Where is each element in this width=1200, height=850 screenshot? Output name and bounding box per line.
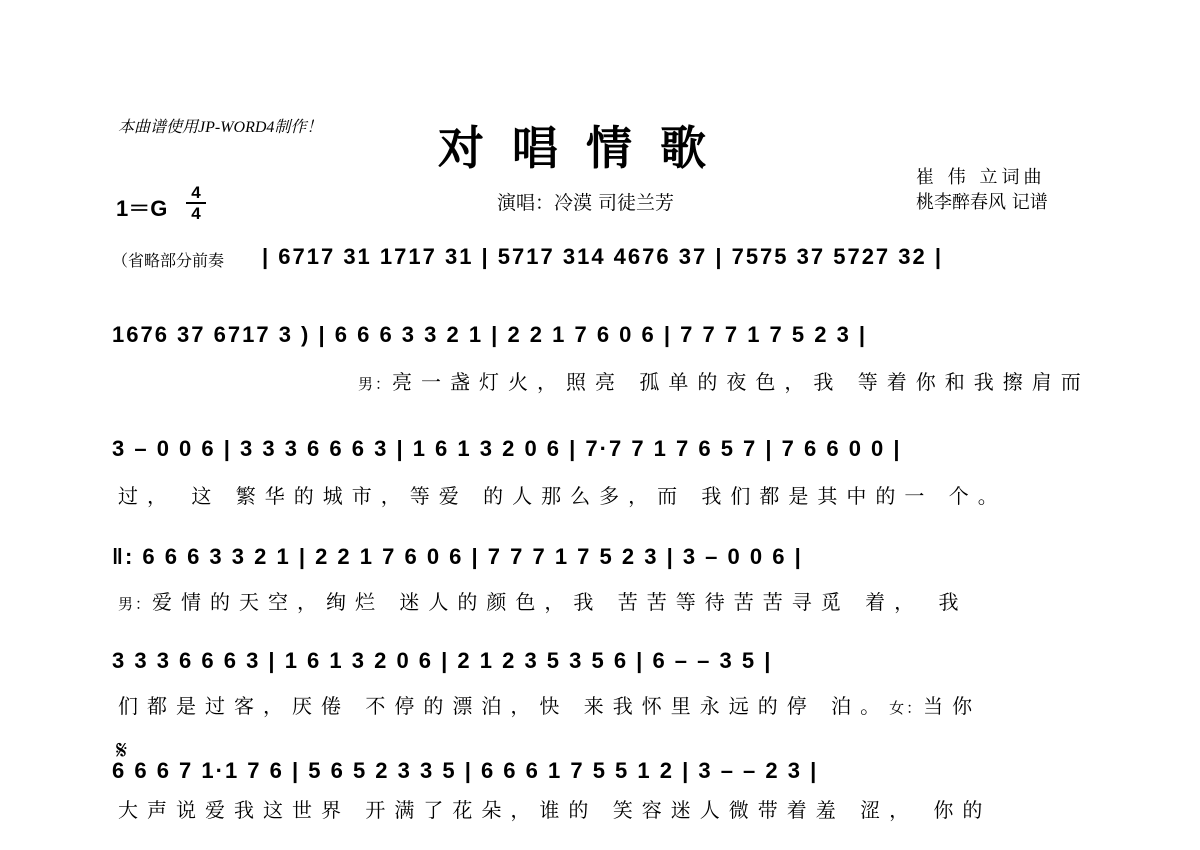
lyric-text: 们都是过客，厌倦 不停的漂泊，快 来我怀里永远的停 泊。 [118,694,890,718]
lyricist-composer: 崔 伟 立词曲 [916,167,1046,188]
song-title: 对唱情歌 [438,121,734,175]
intro-omitted-note: （省略部分前奏 [112,251,225,270]
score-row-1 [112,244,1092,304]
notation-row-4: ‖: 6 6 6 3 3 2 1 | 2 2 1 7 6 0 6 | 7 7 7 1 7 5 2 3 | 3 – 0 0 6 | [112,544,803,569]
lyric-text: 大声说爱我这世界 开满了花朵，谁的 笑容迷人微带着羞 涩， 你的 [118,798,992,822]
notation-row-2: 1676 37 6717 3 ) | 6 6 6 3 3 2 1 | 2 2 1 7 6 0 6 | 7 7 7 1 7 5 2 3 | [112,322,868,347]
time-signature [186,184,206,222]
singers: 演唱：冷漠 司徒兰芳 [497,192,675,214]
lyric-text: 亮一盏灯火，照亮 孤单的夜色，我 等着你和我擦肩而 [392,370,1090,394]
notation-row-5: 3 3 3 6 6 6 3 | 1 6 1 3 2 0 6 | 2 1 2 3 5 3 5 6 | 6 – – 3 5 | [112,648,773,673]
lyric-text: 过， 这 繁华的城市，等爱 的人那么多，而 我们都是其中的一 个。 [118,484,1007,508]
notation-row-1: | 6717 31 1717 31 | 5717 314 4676 37 | 7575 37 5727 32 | [262,244,944,269]
score-row-2 [112,322,1092,394]
notation-row-6: 6 6 6 7 1·1 7 6 | 5 6 5 2 3 3 5 | 6 6 6 1 7 5 5 1 2 | 3 – – 2 3 | [112,758,819,783]
singer-label-male: 男： [358,375,393,393]
lyrics-row-6 [118,794,991,823]
software-credit: 本曲谱使用JP-WORD4制作！ [118,119,323,136]
lyric-text: 爱情的天空，绚烂 迷人的颜色，我 苦苦等待苦苦寻觅 着， 我 [152,590,968,614]
segno-icon: 𝄋 [116,736,128,766]
score-row-5 [112,648,1092,718]
transcriber: 桃李醉春风 记谱 [916,192,1048,213]
singer-label-female: 女： [889,699,924,717]
lyrics-row-2 [358,366,1090,395]
score-row-6 [112,736,1092,822]
time-signature-top: 4 [191,183,201,202]
time-signature-bottom: 4 [191,204,201,223]
notation-row-3: 3 – 0 0 6 | 3 3 3 6 6 6 3 | 1 6 1 3 2 0 6 | 7·7 7 1 7 6 5 7 | 7 6 6 0 0 | [112,436,902,461]
key-signature: 1＝G [116,196,168,221]
lyrics-row-3 [118,480,1007,509]
lyrics-row-4 [118,586,967,615]
score-row-3 [112,436,1092,508]
score-row-4 [112,544,1092,614]
lyrics-row-5 [118,690,981,719]
singer-label-male: 男： [118,595,153,613]
lyric-text-continued: 当你 [923,694,982,718]
